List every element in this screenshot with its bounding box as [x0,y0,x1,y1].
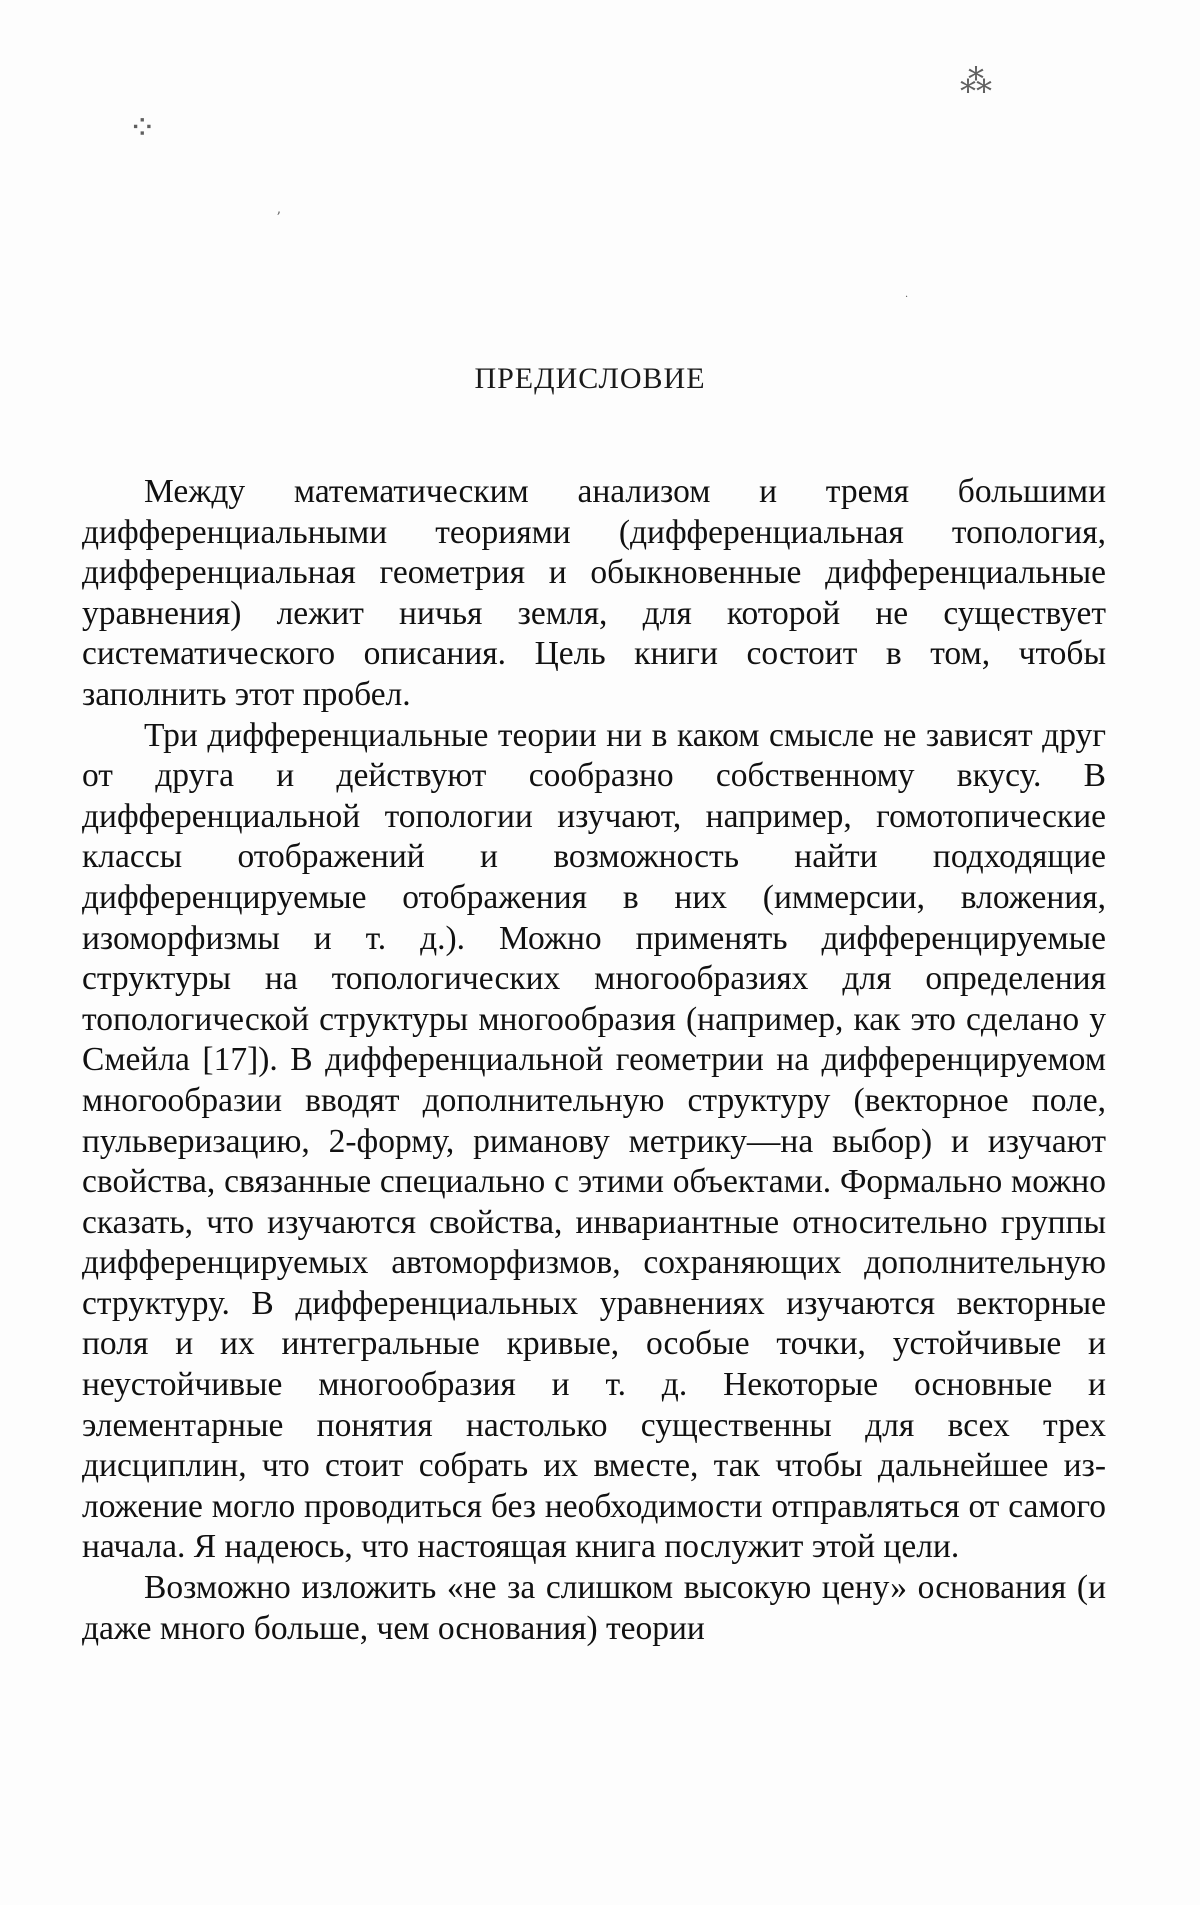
body-text [82,472,1106,1649]
scan-smudge-icon: ⁘ [128,108,151,148]
paragraph: Три дифференциальные теории ни в каком смысле не зависят друг от друга и действуют сообразно собственному вкусу. В дифференциальной топологии изучают, например, гомотопические классы отображений и возможность найти подходящие дифференцируемые отображения в них (иммерсии, вложения, изоморфизмы и т. д.). Можно применять дифференцируемые структуры на топологических многообразиях для определения топологической структуры многообразия (например, как это сделано у Смейла [17]). В дифференциальной геометрии на дифференцируемом многообразии вводят дополнительную структуру (векторное поле, пульверизацию, 2-форму, риманову метрику—на выбор) и изучают свойства, связанные специально с этими объектами. Формально можно сказать, что изучаются свойства, инвариантные относительно группы дифференцируемых автоморфизмов, сохраняющих дополнительную структуру. В дифференциальных уравнениях изучаются векторные поля и их интегральные кривые, особые точки, устойчивые и неустойчивые многообразия и т. д. Некоторые основные и элементарные понятия настолько существенны для всех трех дисциплин, что стоит собрать их вместе, так чтобы дальнейшее изложение могло проводиться без необходимости отправляться от самого начала. Я надеюсь, что настоящая книга послужит этой цели. [82,716,1106,1566]
scan-speck-icon: ʼ [276,210,281,226]
page-title: ПРЕДИСЛОВИЕ [474,362,706,395]
paragraph: Между математическим анализом и тремя большими дифференциальными теориями (дифференциальная топология, дифференциальная геометрия и обыкновенные дифференциальные уравнения) лежит ничья земля, для которой не существует систематического описания. Цель книги состоит в том, чтобы заполнить этот пробел. [82,473,1106,713]
scan-speck-icon: · [905,292,909,303]
scan-smudge-icon: ⁂ [960,62,988,100]
paragraph: Возможно изложить «не за слишком высокую цену» основания (и даже много больше, чем основания) теории [82,1569,1106,1647]
